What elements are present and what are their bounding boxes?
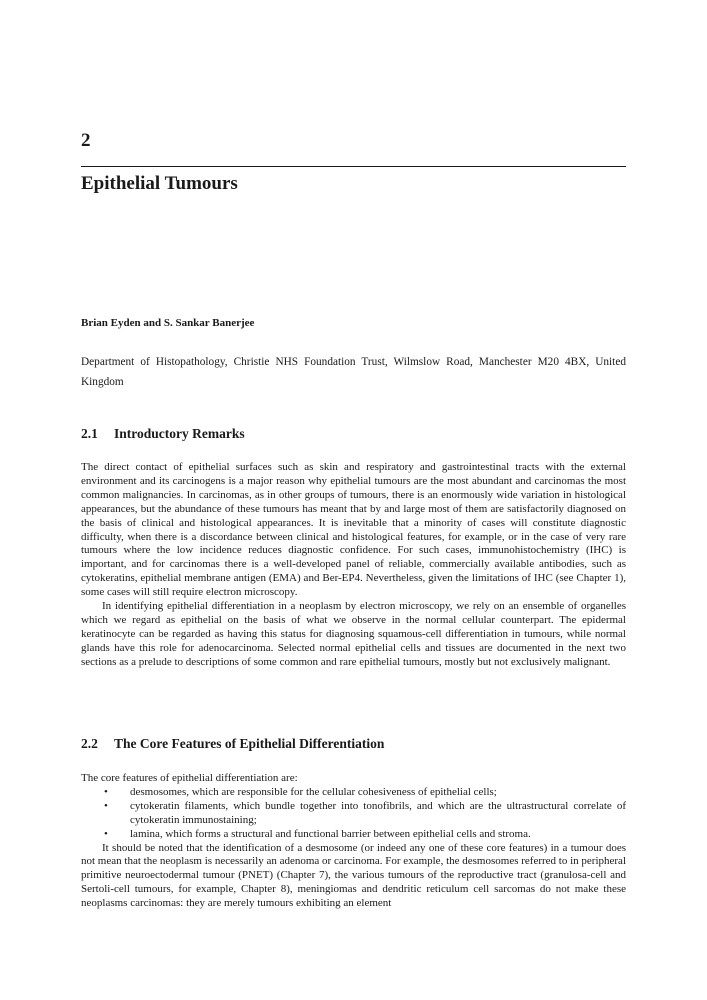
section-body-core-features — [81, 772, 626, 911]
bullet-icon: • — [104, 827, 108, 840]
chapter-number: 2 — [81, 130, 91, 151]
paragraph: It should be noted that the identification of a desmosome (or indeed any one of these core features) in a tumour does not mean that the neoplasm is necessarily an adenoma or carcinoma. For example, the desmosomes referred to in peripheral primitive neuroectodermal tumour (PNET) (Chapter 7), the various tumours of the reproductive tract (granulosa-cell and Sertoli-cell tumours, for example, Chapter 8), meningiomas and dendritic reticulum cell sarcomas do not make these neoplasms carcinomas: they are merely tumours exhibiting an element — [81, 841, 626, 910]
paragraph-intro: The core features of epithelial differentiation are: — [81, 772, 298, 784]
bullet-icon: • — [104, 799, 108, 812]
section-heading-introductory-remarks — [81, 426, 245, 442]
section-title: The Core Features of Epithelial Differentiation — [114, 736, 385, 751]
bullet-list — [81, 786, 626, 842]
paragraph: The direct contact of epithelial surfaces such as skin and respiratory and gastrointestinal tracts with the external environment and its carcinogens is a major reason why epithelial tumours are the most abundant and carcinomas the most common malignancies. In carcinomas, as in other groups of tumours, there is an enormously wide variation in histological appearances, but the abundance of these tumours has meant that by and large most of them are satisfactorily diagnosed on the basis of clinical and histological appearances. It is inevitable that a minority of cases will constitute diagnostic difficulty, when there is a discordance between clinical and histological features, for example, or in the case of very rare tumours where the low incidence reduces diagnostic confidence. For such cases, immunohistochemistry (IHC) is important, and for carcinomas there is a well-developed panel of reliable, commercially available antibodies, such as cytokeratins, epithelial membrane antigen (EMA) and Ber-EP4. Nevertheless, given the limitations of IHC (see Chapter 1), some cases will still require electron microscopy. — [81, 461, 626, 599]
chapter-title: Epithelial Tumours — [81, 173, 238, 194]
paragraph: In identifying epithelial differentiation in a neoplasm by electron microscopy, we rely on an ensemble of organelles which we regard as epithelial on the basis of what we observe in the normal cellular counterpart. The epidermal keratinocyte can be regarded as having this status for diagnosing squamous-cell differentiation in tumours, while normal glands have this role for adenocarcinoma. Selected normal epithelial cells and tissues are documented in the next two sections as a prelude to descriptions of some common and rare epithelial tumours, mostly but not exclusively malignant. — [81, 600, 626, 668]
list-item-text: lamina, which forms a structural and functional barrier between epithelial cells and stroma. — [130, 827, 531, 840]
affiliation: Department of Histopathology, Christie NHS Foundation Trust, Wilmslow Road, Manchester M20 4BX, United Kingdom — [81, 356, 626, 388]
bullet-icon: • — [104, 785, 108, 798]
section-number: 2.2 — [81, 736, 98, 751]
list-item — [81, 828, 626, 842]
section-heading-core-features — [81, 736, 384, 752]
section-title: Introductory Remarks — [114, 426, 245, 441]
chapter-rule — [81, 166, 626, 167]
authors: Brian Eyden and S. Sankar Banerjee — [81, 317, 255, 329]
section-number: 2.1 — [81, 426, 98, 441]
list-item — [81, 786, 626, 800]
list-item-text: desmosomes, which are responsible for the cellular cohesiveness of epithelial cells; — [130, 785, 497, 798]
list-item — [81, 800, 626, 828]
section-body-introductory-remarks — [81, 461, 626, 670]
list-item-text: cytokeratin filaments, which bundle together into tonofibrils, and which are the ultrastructural correlate of cytokeratin immunostaining; — [130, 799, 626, 826]
